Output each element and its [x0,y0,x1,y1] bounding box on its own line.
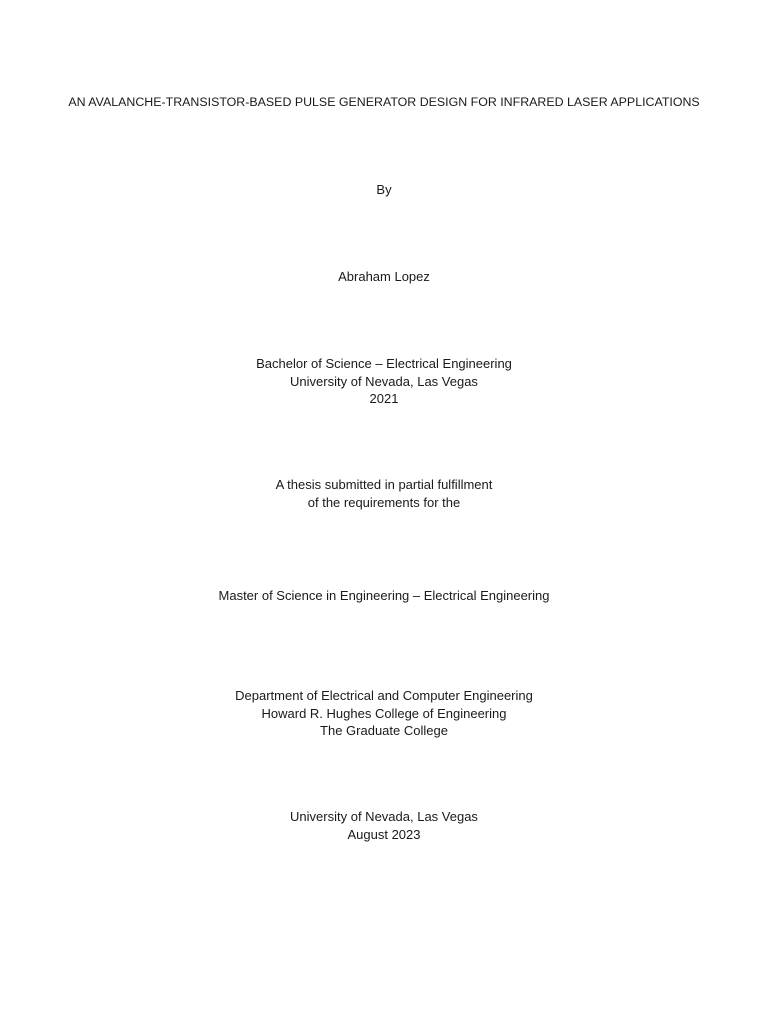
author-name: Abraham Lopez [338,269,430,284]
submission-line-1: A thesis submitted in partial fulfillment [275,477,493,492]
submission-statement [0,476,768,511]
thesis-title: AN AVALANCHE-TRANSISTOR-BASED PULSE GENERATOR DESIGN FOR INFRARED LASER APPLICATIONS [68,95,700,109]
prior-year: 2021 [369,391,399,406]
university-name: University of Nevada, Las Vegas [290,809,478,824]
degree-sought: Master of Science in Engineering – Electrical Engineering [218,588,550,603]
submission-line-2: of the requirements for the [307,494,461,510]
graduate-college: The Graduate College [320,723,448,738]
prior-degree-block [0,355,768,408]
department-block [0,687,768,740]
submission-date: August 2023 [347,826,421,842]
by-label: By [376,182,392,197]
prior-degree: Bachelor of Science – Electrical Engineering [256,356,512,371]
department-name: Department of Electrical and Computer Engineering [235,688,533,703]
college-name: Howard R. Hughes College of Engineering [261,705,507,721]
prior-institution: University of Nevada, Las Vegas [290,373,478,389]
location-date-block [0,808,768,843]
